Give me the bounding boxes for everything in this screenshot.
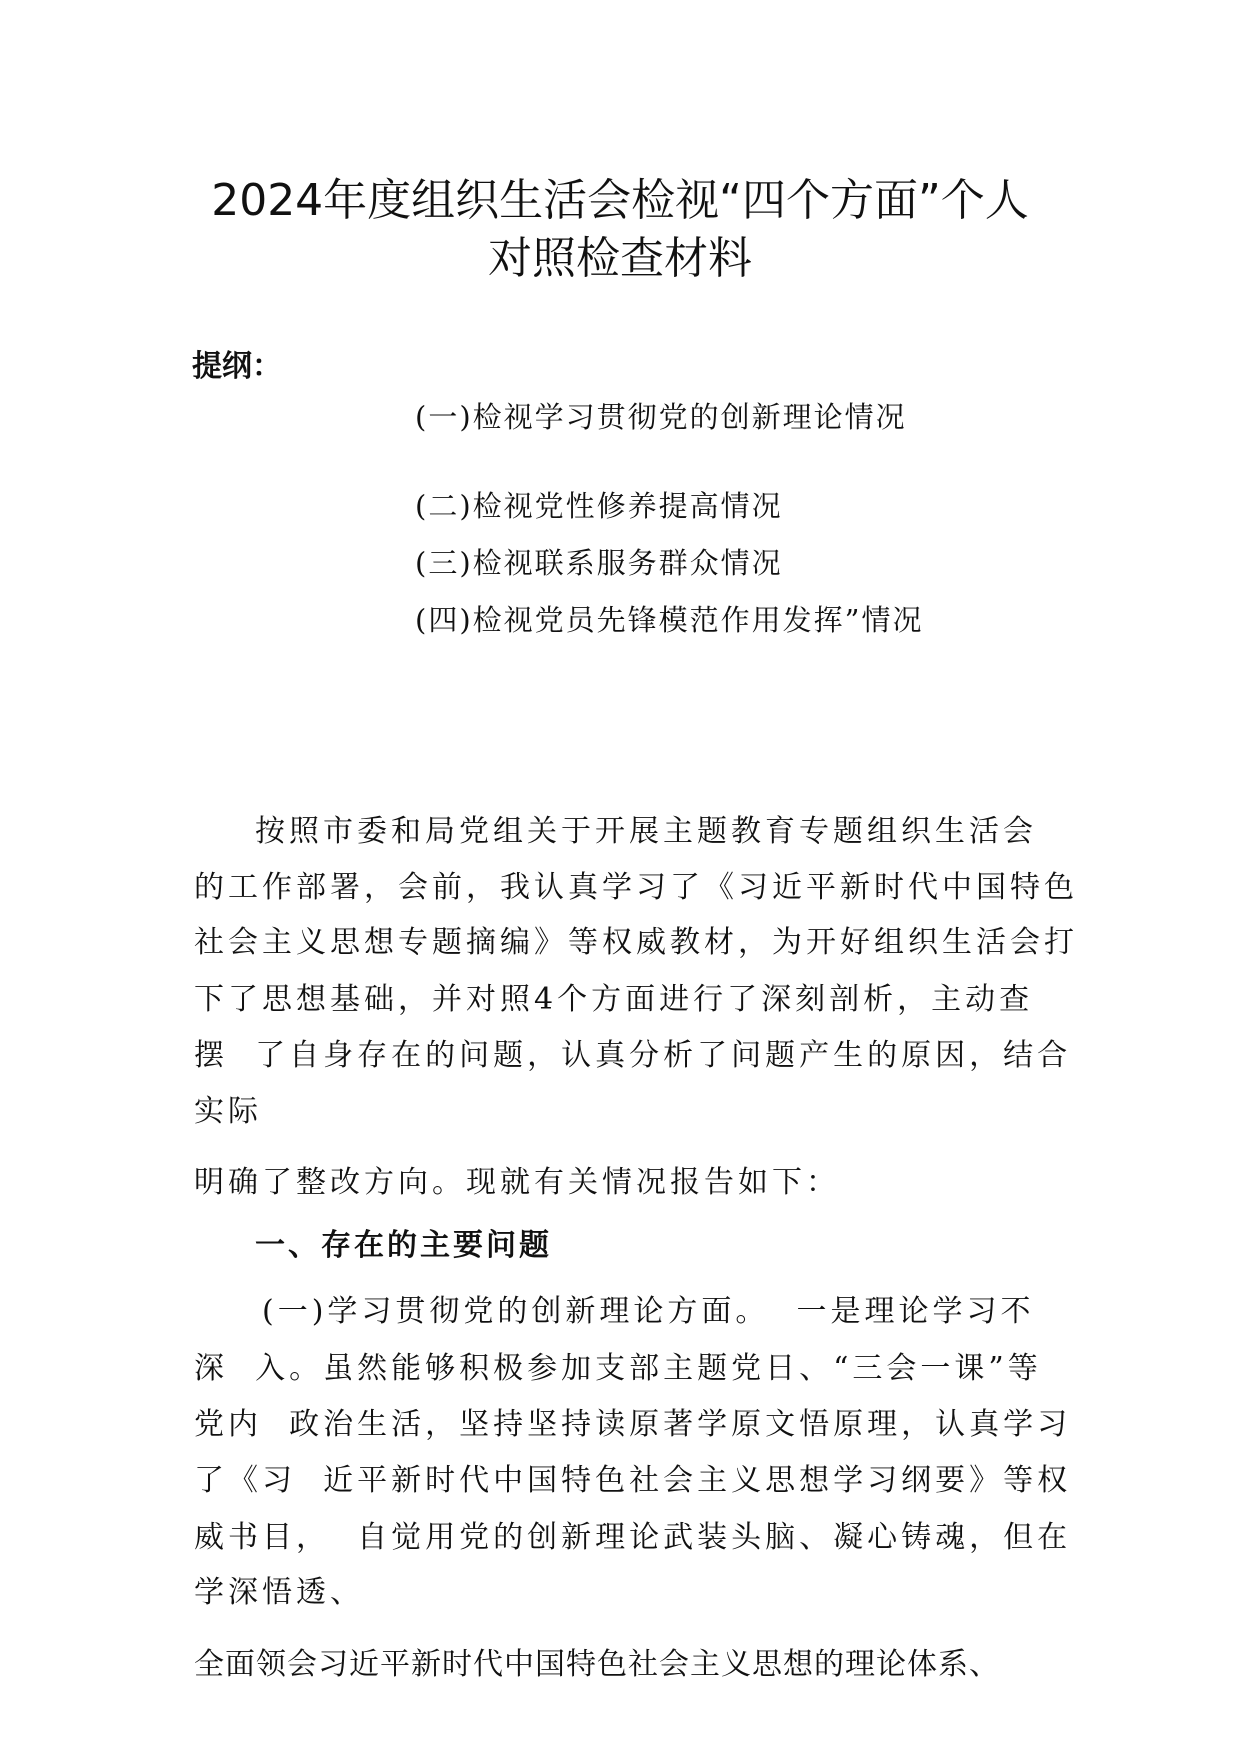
section-line-7: 全面领会习近平新时代中国特色社会主义思想的理论体系、 <box>194 1647 1000 1682</box>
section-line-3: 党内 政治生活，坚持坚持读原著学原文悟原理，认真学习 <box>194 1407 1072 1442</box>
intro-line-5: 摆 了自身存在的问题，认真分析了问题产生的原因，结合 <box>194 1038 1072 1073</box>
section-line-1: (一)学习贯彻党的创新理论方面。 一是理论学习不 <box>262 1294 1035 1329</box>
outline-item-1: (一)检视学习贯彻党的创新理论情况 <box>415 400 907 434</box>
document-title-line-1: 2024年度组织生活会检视“四个方面”个人 <box>211 175 1029 226</box>
section-line-4: 了《习 近平新时代中国特色社会主义思想学习纲要》等权 <box>194 1463 1072 1498</box>
section-line-5: 威书目， 自觉用党的创新理论武装头脑、凝心铸魂，但在 <box>194 1520 1072 1555</box>
intro-line-6: 实际 <box>194 1094 262 1129</box>
outline-item-3: (三)检视联系服务群众情况 <box>415 546 783 580</box>
section-line-2: 深 入。虽然能够积极参加支部主题党日、“三会一课”等 <box>194 1351 1042 1386</box>
intro-line-4: 下了思想基础，并对照4个方面进行了深刻剖析，主动查 <box>194 982 1034 1017</box>
intro-line-1: 按照市委和局党组关于开展主题教育专题组织生活会 <box>255 814 1037 849</box>
intro-line-3: 社会主义思想专题摘编》等权威教材，为开好组织生活会打 <box>194 925 1078 960</box>
outline-item-4: (四)检视党员先锋模范作用发挥”情况 <box>415 603 924 637</box>
document-title-line-2: 对照检查材料 <box>488 233 752 284</box>
intro-line-7: 明确了整改方向。现就有关情况报告如下： <box>194 1165 840 1200</box>
section-line-6: 学深悟透、 <box>194 1575 364 1610</box>
section-heading: 一、存在的主要问题 <box>255 1228 552 1263</box>
intro-line-2: 的工作部署，会前，我认真学习了《习近平新时代中国特色 <box>194 870 1078 905</box>
outline-item-2: (二)检视党性修养提高情况 <box>415 489 783 523</box>
outline-label: 提纲： <box>192 349 282 384</box>
